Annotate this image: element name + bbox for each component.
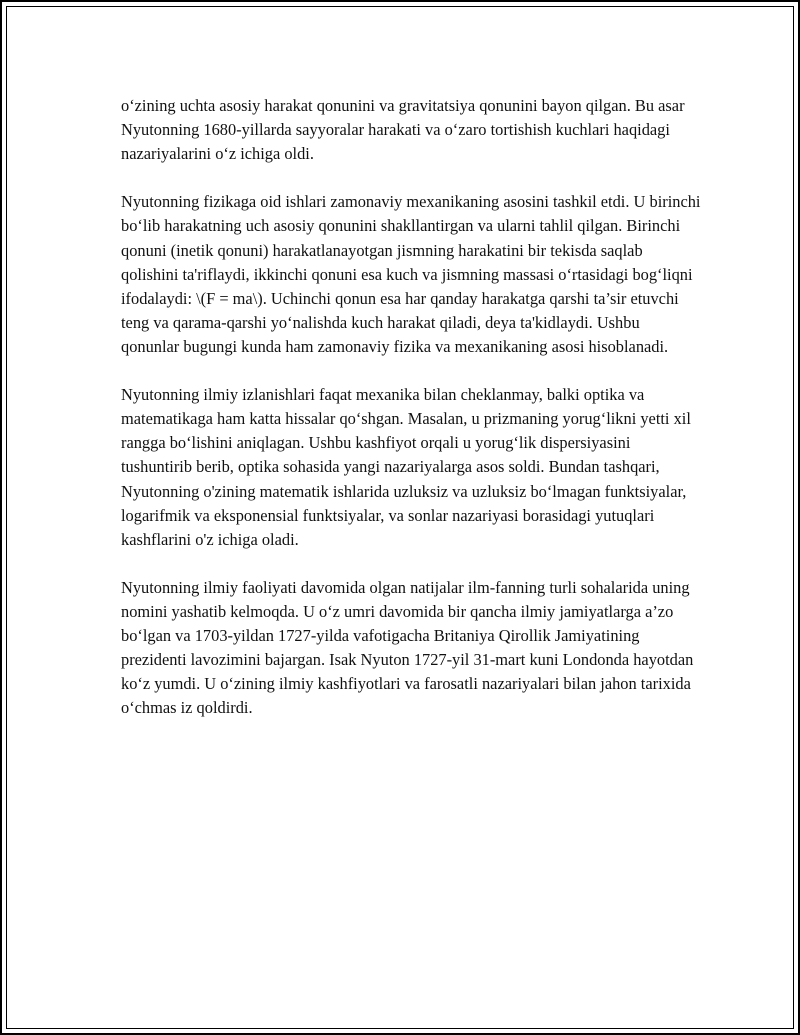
paragraph-4: Nyutonning ilmiy faoliyati davomida olgan natijalar ilm-fanning turli sohalarida uning nomini yashatib kelmoqda. U o‘z umri davomida bir qancha ilmiy jamiyatlarga a’zo bo‘lgan va 1703-yildan 1727-yilda vafotigacha Britaniya Qirollik Jamiyatining prezidenti lavozimini bajargan. Isak Nyuton 1727-yil 31-mart kuni Londonda hayotdan ko‘z yumdi. U o‘zining ilmiy kashfiyotlari va farosatli nazariyalari bilan jahon tarixida o‘chmas iz qoldirdi. [121, 577, 694, 718]
paragraph-3: Nyutonning ilmiy izlanishlari faqat mexanika bilan cheklanmay, balki optika va matematikaga ham katta hissalar qo‘shgan. Masalan, u prizmaning yorug‘likni yetti xil rangga bo‘lishini aniqlagan. Ushbu kashfiyot orqali u yorug‘lik dispersiyasini tushuntirib berib, optika sohasida yangi nazariyalarga asos soldi. Bundan tashqari, Nyutonning o'zining matematik ishlarida uzluksiz va uzluksiz bo‘lmagan funktsiyalar, logarifmik va eksponensial funktsiyalar, va sonlar nazariyasi borasidagi yutuqlari kashflarini o'z ichiga oladi. [121, 385, 691, 549]
paragraph-1: o‘zining uchta asosiy harakat qonunini va gravitatsiya qonunini bayon qilgan. Bu asar Nyutonning 1680-yillarda sayyoralar harakati va o‘zaro tortishish kuchlari haqidagi nazariyalarini o‘z ichiga oldi. [121, 96, 685, 164]
paragraph-2: Nyutonning fizikaga oid ishlari zamonaviy mexanikaning asosini tashkil etdi. U birinchi bo‘lib harakatning uch asosiy qonunini shakllantirgan va ularni tahlil qilgan. Birinchi qonuni (inetik qonuni) harakatlanayotgan jismning harakatini bir tekisda saqlab qolishini ta'riflaydi, ikkinchi qonuni esa kuch va jismning massasi o‘rtasidagi bog‘liqni ifodalaydi: \(F = ma\). Uchinchi qonun esa har qanday harakatga qarshi ta’sir etuvchi teng va qarama-qarshi yo‘nalishda kuch harakat qiladi, deya ta'kidlaydi. Ushbu qonunlar bugungi kunda ham zamonaviy fizika va mexanikaning asosi hisoblanadi. [121, 192, 701, 356]
document-body [121, 94, 701, 720]
